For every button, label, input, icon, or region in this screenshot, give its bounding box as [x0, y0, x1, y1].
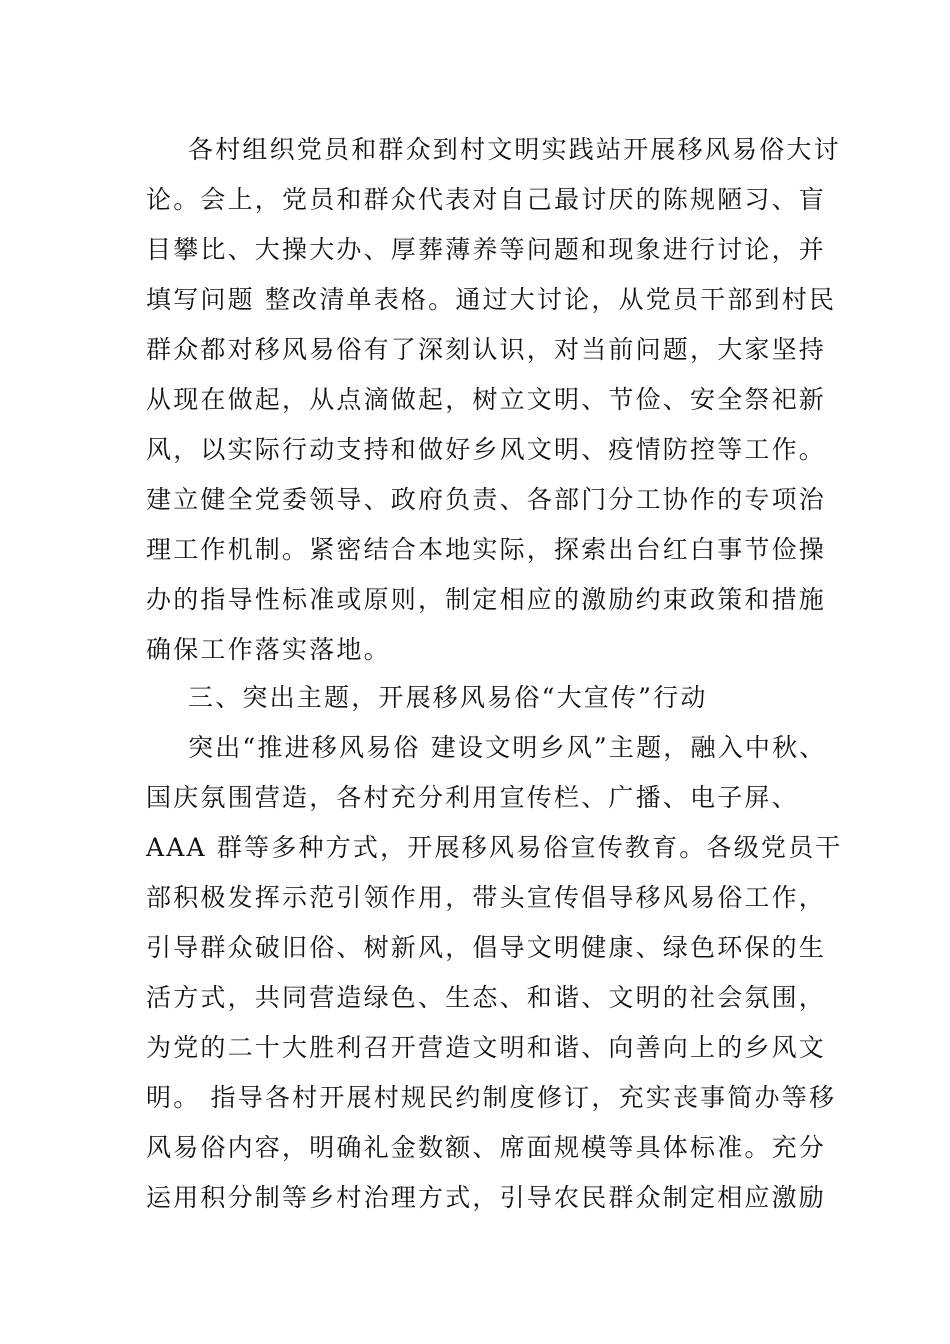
- text-line: 引导群众破旧俗、树新风，倡导文明健康、绿色环保的生: [146, 933, 827, 962]
- text-line: 从现在做起，从点滴做起，树立文明、节俭、安全祭祀新: [146, 385, 827, 414]
- text-line: 群众都对移风易俗有了深刻认识，对当前问题，大家坚持: [146, 335, 827, 364]
- text-line: 部积极发挥示范引领作用，带头宣传倡导移风易俗工作，: [146, 883, 827, 912]
- section-heading: 三、突出主题，开展移风易俗“大宣传”行动: [188, 683, 708, 712]
- text-line: 论。会上，党员和群众代表对自己最讨厌的陈规陋习、盲: [146, 185, 827, 214]
- text-line: 国庆氛围营造，各村充分利用宣传栏、广播、电子屏、: [146, 783, 799, 812]
- text-line: 确保工作落实落地。: [146, 635, 391, 664]
- text-line: 活方式，共同营造绿色、生态、和谐、文明的社会氛围，: [146, 983, 827, 1012]
- text-line: 各村组织党员和群众到村文明实践站开展移风易俗大讨: [188, 135, 841, 164]
- text-line: 风，以实际行动支持和做好乡风文明、疫情防控等工作。: [146, 435, 827, 464]
- text-line: 填写问题 整改清单表格。通过大讨论，从党员干部到村民: [146, 285, 837, 314]
- text-line: 运用积分制等乡村治理方式，引导农民群众制定相应激励: [146, 1183, 827, 1212]
- text-line: 突出“推进移风易俗 建设文明乡风”主题，融入中秋、: [188, 733, 827, 762]
- text-line: AAA 群等多种方式，开展移风易俗宣传教育。各级党员干: [146, 833, 843, 862]
- text-line: 理工作机制。紧密结合本地实际，探索出台红白事节俭操: [146, 535, 827, 564]
- text-line: 为党的二十大胜利召开营造文明和谐、向善向上的乡风文: [146, 1033, 827, 1062]
- text-line: 建立健全党委领导、政府负责、各部门分工协作的专项治: [146, 485, 827, 514]
- text-line: 明。 指导各村开展村规民约制度修订，充实丧事简办等移: [146, 1083, 837, 1112]
- text-line: 办的指导性标准或原则，制定相应的激励约束政策和措施: [146, 585, 827, 614]
- text-line: 目攀比、大操大办、厚葬薄养等问题和现象进行讨论，并: [146, 235, 827, 264]
- text-line: 风易俗内容，明确礼金数额、席面规模等具体标准。充分: [146, 1133, 827, 1162]
